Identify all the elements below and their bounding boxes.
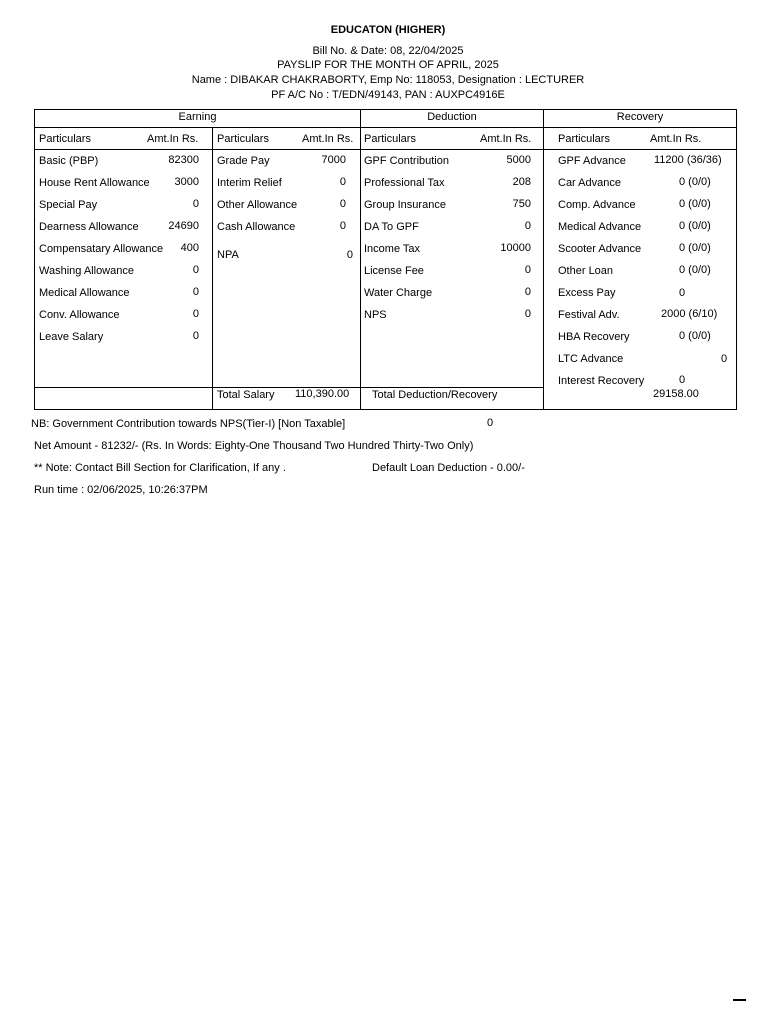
recovery-amount: 0 (0/0) (679, 242, 711, 254)
earning-a-label: Conv. Allowance (39, 309, 120, 321)
earning-b-amount: 0 (339, 198, 346, 210)
recovery-amount: 0 (721, 353, 728, 365)
earning-a-amount: 0 (192, 330, 199, 342)
earning-a-label: Basic (PBP) (39, 155, 99, 167)
deduction-amount: 0 (524, 220, 531, 232)
deduction-amount: 208 (512, 176, 531, 188)
earning-b-label: Cash Allowance (217, 221, 296, 233)
earning-a-label: Medical Allowance (39, 287, 130, 299)
deduction-label: Income Tax (364, 243, 421, 255)
earning-a-label: Leave Salary (39, 331, 104, 343)
recovery-amount: 0 (0/0) (679, 220, 711, 232)
bill-info: Bill No. & Date: 08, 22/04/2025 (312, 45, 464, 57)
deduction-amount-header: Amt.In Rs. (480, 133, 532, 145)
earning-b-label: Grade Pay (217, 155, 270, 167)
net-amount: Net Amount - 81232/- (Rs. In Words: Eighty-One Thousand Two Hundred Thirty-Two Only) (34, 440, 474, 452)
default-loan-deduction: Default Loan Deduction - 0.00/- (372, 462, 525, 474)
document-title: EDUCATON (HIGHER) (330, 24, 446, 36)
recovery-amount: 0 (0/0) (679, 198, 711, 210)
deduction-amount: 10000 (500, 242, 531, 254)
earning-a-amount: 400 (180, 242, 199, 254)
earning-b-amount-header: Amt.In Rs. (302, 133, 354, 145)
recovery-label: Medical Advance (558, 221, 642, 233)
earning-b-amount: 7000 (321, 154, 346, 166)
recovery-amount: 2000 (6/10) (661, 308, 718, 320)
recovery-amount: 0 (679, 374, 686, 386)
pf-pan-info: PF A/C No : T/EDN/49143, PAN : AUXPC4916E (271, 89, 505, 101)
recovery-label: Excess Pay (558, 287, 616, 299)
earning-a-label: Compensatary Allowance (39, 243, 164, 255)
recovery-amount-header: Amt.In Rs. (650, 133, 702, 145)
page-mark (733, 999, 746, 1001)
payslip-month: PAYSLIP FOR THE MONTH OF APRIL, 2025 (277, 59, 499, 71)
deduction-label: NPS (364, 309, 387, 321)
earning-a-label: Washing Allowance (39, 265, 134, 277)
earning-b-amount: 0 (339, 176, 346, 188)
earning-b-amount: 0 (339, 220, 346, 232)
deduction-amount: 0 (524, 286, 531, 298)
total-salary-value: 110,390.00 (295, 388, 350, 400)
recovery-amount: 0 (679, 287, 686, 299)
employee-info: Name : DIBAKAR CHAKRABORTY, Emp No: 118053, Designation : LECTURER (191, 74, 585, 86)
earning-b-label: Interim Relief (217, 177, 282, 189)
run-time: Run time : 02/06/2025, 10:26:37PM (34, 484, 208, 496)
recovery-particulars-header: Particulars (558, 133, 610, 145)
deduction-section-header: Deduction (427, 111, 477, 123)
deduction-amount: 0 (524, 264, 531, 276)
deduction-label: License Fee (364, 265, 424, 277)
deduction-label: GPF Contribution (364, 155, 449, 167)
nps-contribution-note: NB: Government Contribution towards NPS(Tier-I) [Non Taxable] (31, 418, 346, 430)
recovery-label: LTC Advance (558, 353, 624, 365)
earning-a-amount-header: Amt.In Rs. (147, 133, 199, 145)
earning-a-amount: 0 (192, 264, 199, 276)
total-salary-label: Total Salary (217, 389, 275, 401)
earning-a-amount: 3000 (174, 176, 199, 188)
recovery-label: Festival Adv. (558, 309, 620, 321)
clarification-note: ** Note: Contact Bill Section for Clarification, If any . (34, 462, 286, 474)
earning-b-label: Other Allowance (217, 199, 298, 211)
recovery-label: Comp. Advance (558, 199, 636, 211)
recovery-label: HBA Recovery (558, 331, 630, 343)
recovery-amount: 0 (0/0) (679, 330, 711, 342)
recovery-label: Scooter Advance (558, 243, 642, 255)
recovery-amount: 0 (0/0) (679, 264, 711, 276)
earning-a-amount: 82300 (168, 154, 199, 166)
earning-b-amount: 0 (346, 249, 353, 261)
earning-a-amount: 0 (192, 286, 199, 298)
deduction-amount: 0 (524, 308, 531, 320)
deduction-particulars-header: Particulars (364, 133, 416, 145)
recovery-label: Car Advance (558, 177, 621, 189)
deduction-label: DA To GPF (364, 221, 419, 233)
deduction-label: Water Charge (364, 287, 433, 299)
recovery-label: Interest Recovery (558, 375, 645, 387)
earning-a-label: Special Pay (39, 199, 98, 211)
recovery-section-header: Recovery (616, 111, 664, 123)
earning-a-label: Dearness Allowance (39, 221, 139, 233)
recovery-amount: 11200 (36/36) (654, 154, 722, 166)
earning-a-amount: 24690 (168, 220, 199, 232)
deduction-label: Professional Tax (364, 177, 445, 189)
earning-section-header: Earning (178, 111, 217, 123)
earning-b-label: NPA (217, 249, 239, 261)
recovery-label: GPF Advance (558, 155, 626, 167)
earning-a-amount: 0 (192, 308, 199, 320)
recovery-amount: 0 (0/0) (679, 176, 711, 188)
nps-contribution-value: 0 (487, 417, 494, 429)
earning-a-amount: 0 (192, 198, 199, 210)
recovery-label: Other Loan (558, 265, 614, 277)
deduction-amount: 5000 (506, 154, 531, 166)
earning-b-particulars-header: Particulars (217, 133, 269, 145)
deduction-label: Group Insurance (364, 199, 446, 211)
earning-a-particulars-header: Particulars (39, 133, 91, 145)
total-deduction-label: Total Deduction/Recovery (372, 389, 498, 401)
deduction-amount: 750 (512, 198, 531, 210)
earning-a-label: House Rent Allowance (39, 177, 150, 189)
total-deduction-value: 29158.00 (653, 388, 699, 400)
